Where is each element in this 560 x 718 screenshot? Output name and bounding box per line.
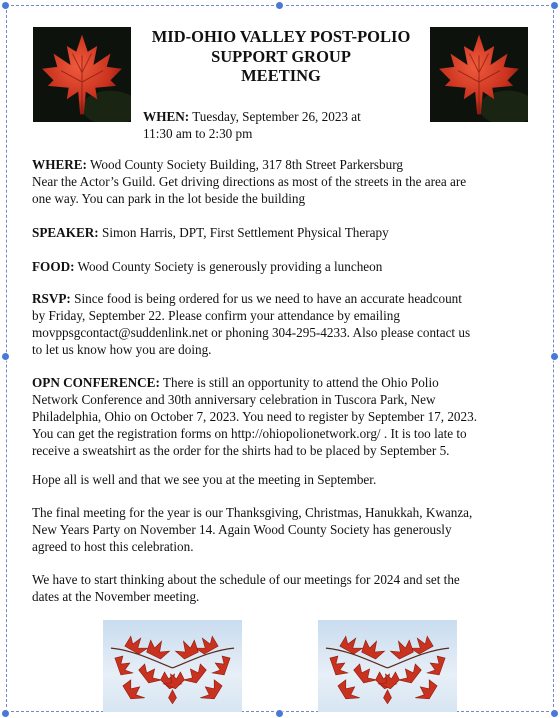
resize-handle-top-right[interactable] <box>550 1 559 10</box>
maple-leaf-image-left <box>33 27 131 122</box>
schedule-line-2: dates at the November meeting. <box>32 589 200 604</box>
page-title <box>142 27 420 86</box>
rsvp-line-4: to let us know how you are doing. <box>32 342 212 357</box>
where-address: Wood County Society Building, 317 8th Street Parkersburg <box>86 157 403 172</box>
opn-conference-text: There is still an opportunity to attend the Ohio Polio <box>159 375 439 390</box>
resize-handle-bottom-right[interactable] <box>550 709 559 718</box>
schedule-line-1: We have to start thinking about the schedule of our meetings for 2024 and set the <box>32 572 460 587</box>
food-text: Wood County Society is generously providing a luncheon <box>74 259 383 274</box>
maple-leaf-icon <box>33 27 131 122</box>
rsvp-label: RSVP: <box>32 291 71 306</box>
opn-line-2: Network Conference and 30th anniversary celebration in Tuscora Park, New <box>32 392 436 407</box>
where-directions-line: Near the Actor’s Guild. Get driving directions as most of the streets in the area are <box>32 174 467 189</box>
red-leaves-image-right <box>318 620 457 712</box>
speaker-label: SPEAKER: <box>32 225 99 240</box>
where-parking-line: one way. You can park in the lot beside the building <box>32 191 306 206</box>
speaker-text: Simon Harris, DPT, First Settlement Physical Therapy <box>98 225 389 240</box>
resize-handle-middle-right[interactable] <box>550 352 559 361</box>
title-line-3: MEETING <box>241 66 321 85</box>
resize-handle-bottom-left[interactable] <box>1 709 10 718</box>
opn-line-3: Philadelphia, Ohio on October 7, 2023. You need to register by September 17, 2023. <box>32 409 478 424</box>
red-leaves-branch-icon <box>318 620 457 712</box>
resize-handle-top-center[interactable] <box>275 1 284 10</box>
rsvp-line-3: movppsgcontact@suddenlink.net or phoning 304-295-4233. Also please contact us <box>32 325 471 340</box>
final-line-1: The final meeting for the year is our Thanksgiving, Christmas, Hanukkah, Kwanza, <box>32 505 473 520</box>
red-leaves-image-left <box>103 620 242 712</box>
food-section <box>32 258 532 275</box>
when-text: Tuesday, September 26, 2023 at <box>189 109 361 124</box>
final-line-3: agreed to host this celebration. <box>32 539 194 554</box>
resize-handle-top-left[interactable] <box>1 1 10 10</box>
rsvp-line-2: by Friday, September 22. Please confirm your attendance by emailing <box>32 308 400 323</box>
speaker-section <box>32 224 532 241</box>
title-line-1: MID-OHIO VALLEY POST-POLIO <box>151 27 411 46</box>
when-section <box>143 108 413 142</box>
opn-conference-label: OPN CONFERENCE: <box>32 375 160 390</box>
when-time: 11:30 am to 2:30 pm <box>143 126 253 141</box>
hope-section <box>32 471 532 488</box>
maple-leaf-icon <box>430 27 528 122</box>
opn-line-5: receive a sweatshirt as the order for the shirts had to be placed by September 5. <box>32 443 450 458</box>
when-label: WHEN: <box>143 109 190 124</box>
opn-conference-section <box>32 374 532 459</box>
maple-leaf-image-right <box>430 27 528 122</box>
rsvp-text: Since food is being ordered for us we need to have an accurate headcount <box>70 291 462 306</box>
food-label: FOOD: <box>32 259 75 274</box>
title-line-2: SUPPORT GROUP <box>211 46 351 66</box>
final-line-2: New Years Party on November 14. Again Wood County Society has generously <box>32 522 452 537</box>
where-label: WHERE: <box>32 157 87 172</box>
resize-handle-middle-left[interactable] <box>1 352 10 361</box>
rsvp-section <box>32 290 532 358</box>
hope-line: Hope all is well and that we see you at the meeting in September. <box>32 472 377 487</box>
resize-handle-bottom-center[interactable] <box>275 709 284 718</box>
final-meeting-section <box>32 504 532 555</box>
red-leaves-branch-icon <box>103 620 242 712</box>
schedule-section <box>32 571 532 605</box>
opn-line-4: You can get the registration forms on http://ohiopolionetwork.org/ . It is too late to <box>32 426 467 441</box>
where-section <box>32 156 532 207</box>
